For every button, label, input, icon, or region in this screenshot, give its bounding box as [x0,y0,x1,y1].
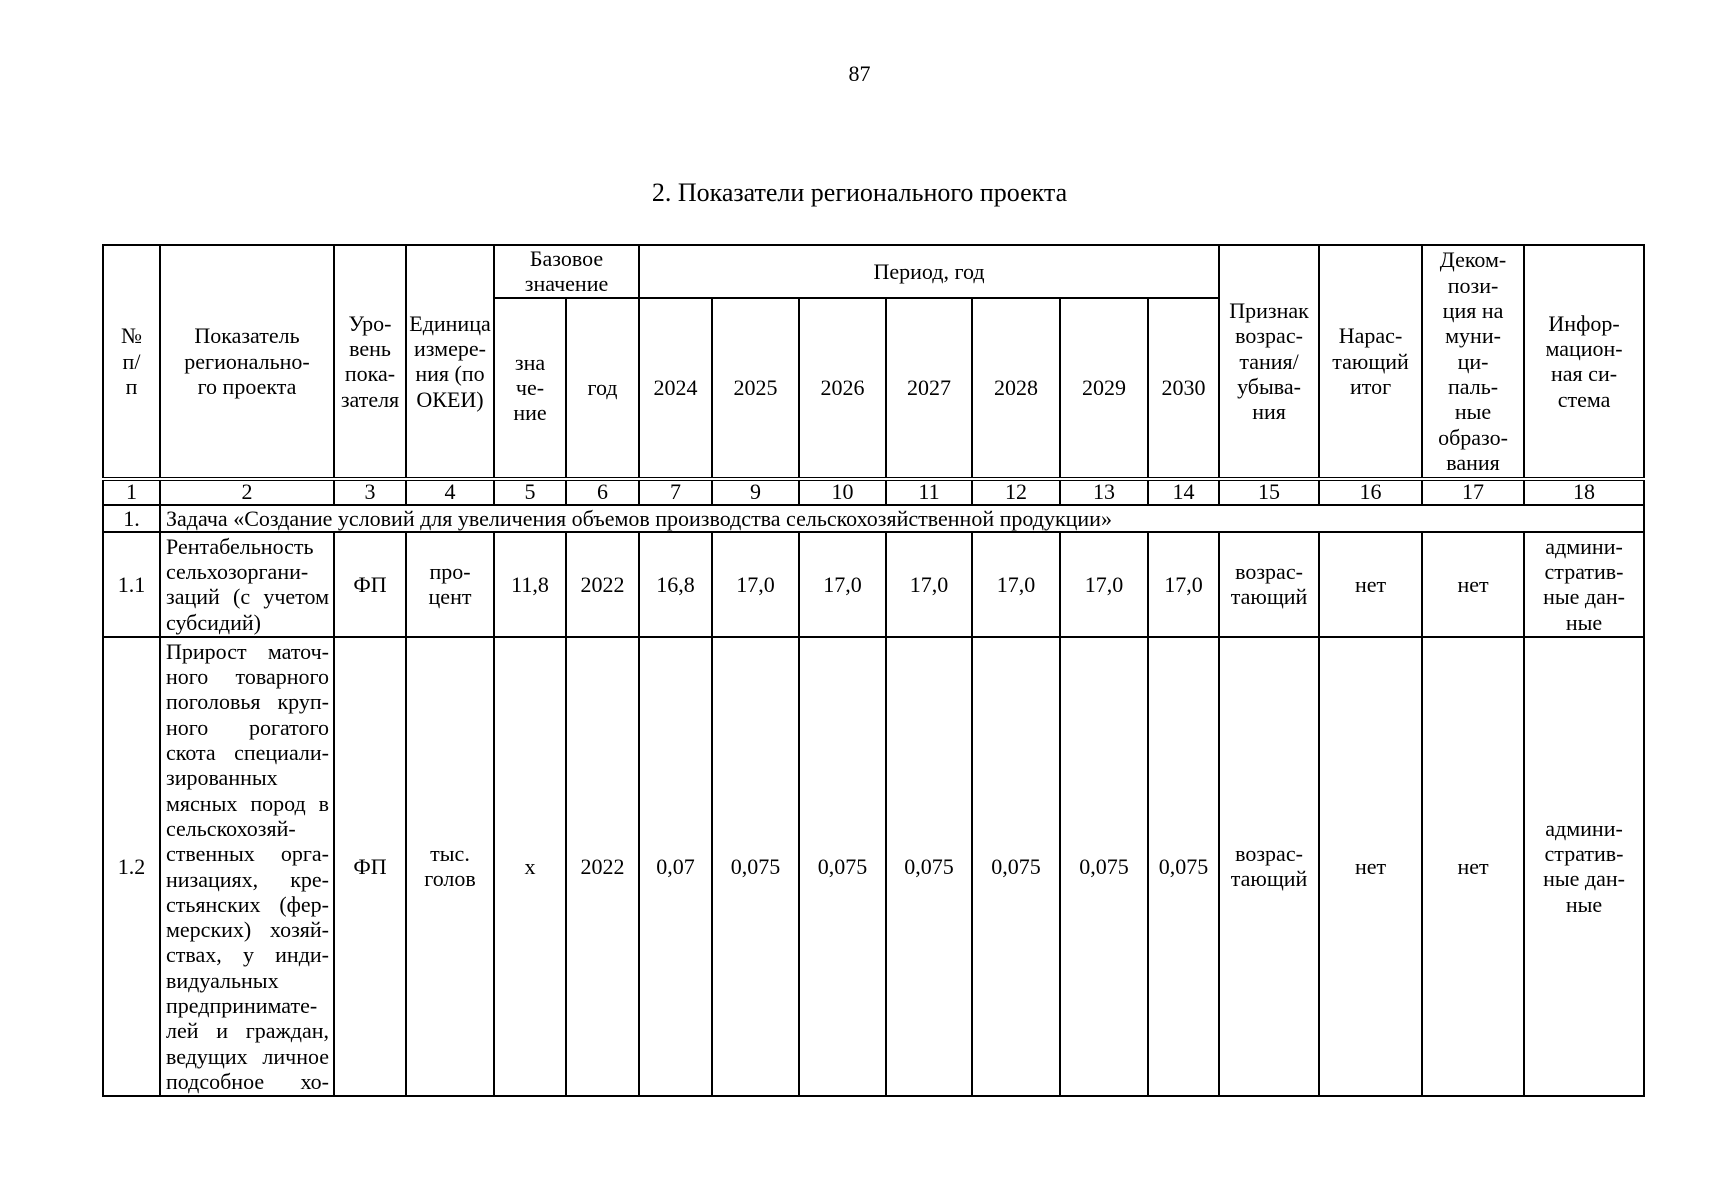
page-number: 87 [848,61,871,86]
column-number-cell: 13 [1060,479,1148,505]
indicator-level: ФП [334,637,406,1096]
value-2024: 0,07 [639,637,712,1096]
header-base-year: год [566,298,639,479]
header-row-top [103,245,1644,298]
column-number-cell: 16 [1319,479,1422,505]
task-row [103,505,1644,532]
table-row [103,637,1644,1096]
header-trend: Признак возрас- тания/ убыва- ния [1219,245,1319,479]
header-info-system: Инфор- мацион- ная си- стема [1524,245,1644,479]
value-2030: 0,075 [1148,637,1219,1096]
value-2028: 17,0 [972,532,1060,637]
column-number-cell: 2 [160,479,334,505]
base-value: 11,8 [494,532,566,637]
value-2028: 0,075 [972,637,1060,1096]
value-2024: 16,8 [639,532,712,637]
indicator-name: Прирост маточ- ного товарного поголовья круп- ного рогатого скота специали- зированных мясных пород в сельскохозяй- ственных орга- низациях, кре- стьянских (фер- мерских) хозяй- ствах, у инди- видуальных предпринимате- лей и граждан, ведущих личное подсобное хо- [160,637,334,1096]
row-number: 1.2 [103,637,160,1096]
value-2025: 0,075 [712,637,799,1096]
indicators-table [102,244,1645,1097]
column-number-cell: 9 [712,479,799,505]
header-indicator: Показатель регионально- го проекта [160,245,334,479]
column-number-cell: 11 [886,479,972,505]
column-number-cell: 7 [639,479,712,505]
task-text: Задача «Создание условий для увеличения объемов производства сельскохозяйственной продукции» [160,505,1644,532]
value-2026: 17,0 [799,532,886,637]
header-year-2024: 2024 [639,298,712,479]
column-number-cell: 5 [494,479,566,505]
header-period-group: Период, год [639,245,1219,298]
column-number-cell: 18 [1524,479,1644,505]
table-body [103,479,1644,1096]
column-number-cell: 4 [406,479,494,505]
header-cumulative: Нарас- тающий итог [1319,245,1422,479]
header-base-value: зна че- ние [494,298,566,479]
header-number: № п/ п [103,245,160,479]
header-base-group: Базовое значение [494,245,639,298]
page-title: 2. Показатели регионального проекта [651,178,1068,207]
header-year-2029: 2029 [1060,298,1148,479]
header-year-2030: 2030 [1148,298,1219,479]
unit-of-measure: тыс. голов [406,637,494,1096]
indicator-level: ФП [334,532,406,637]
header-year-2026: 2026 [799,298,886,479]
column-number-cell: 3 [334,479,406,505]
column-number-cell: 6 [566,479,639,505]
value-2029: 0,075 [1060,637,1148,1096]
column-number-cell: 1 [103,479,160,505]
table-row [103,532,1644,637]
value-2030: 17,0 [1148,532,1219,637]
column-number-cell: 10 [799,479,886,505]
column-number-cell: 12 [972,479,1060,505]
trend-sign: возрас- тающий [1219,532,1319,637]
unit-of-measure: про- цент [406,532,494,637]
column-number-cell: 15 [1219,479,1319,505]
column-numbers-row [103,479,1644,505]
header-year-2028: 2028 [972,298,1060,479]
column-number-cell: 14 [1148,479,1219,505]
base-value: х [494,637,566,1096]
row-number: 1.1 [103,532,160,637]
task-number: 1. [103,505,160,532]
value-2025: 17,0 [712,532,799,637]
base-year: 2022 [566,532,639,637]
header-level: Уро- вень пока- зателя [334,245,406,479]
trend-sign: возрас- тающий [1219,637,1319,1096]
municipal-decomposition: нет [1422,532,1524,637]
table-header [103,245,1644,479]
column-number-cell: 17 [1422,479,1524,505]
header-year-2025: 2025 [712,298,799,479]
value-2026: 0,075 [799,637,886,1096]
header-year-2027: 2027 [886,298,972,479]
information-system: админи- стратив- ные дан- ные [1524,637,1644,1096]
value-2027: 17,0 [886,532,972,637]
header-decomposition: Деком- пози- ция на муни- ци- паль- ные образо- вания [1422,245,1524,479]
indicator-name: Рентабельность сельхозоргани- заций (с учетом субсидий) [160,532,334,637]
header-unit: Единица измере- ния (по ОКЕИ) [406,245,494,479]
cumulative-total: нет [1319,532,1422,637]
value-2029: 17,0 [1060,532,1148,637]
cumulative-total: нет [1319,637,1422,1096]
municipal-decomposition: нет [1422,637,1524,1096]
information-system: админи- стратив- ные дан- ные [1524,532,1644,637]
value-2027: 0,075 [886,637,972,1096]
base-year: 2022 [566,637,639,1096]
